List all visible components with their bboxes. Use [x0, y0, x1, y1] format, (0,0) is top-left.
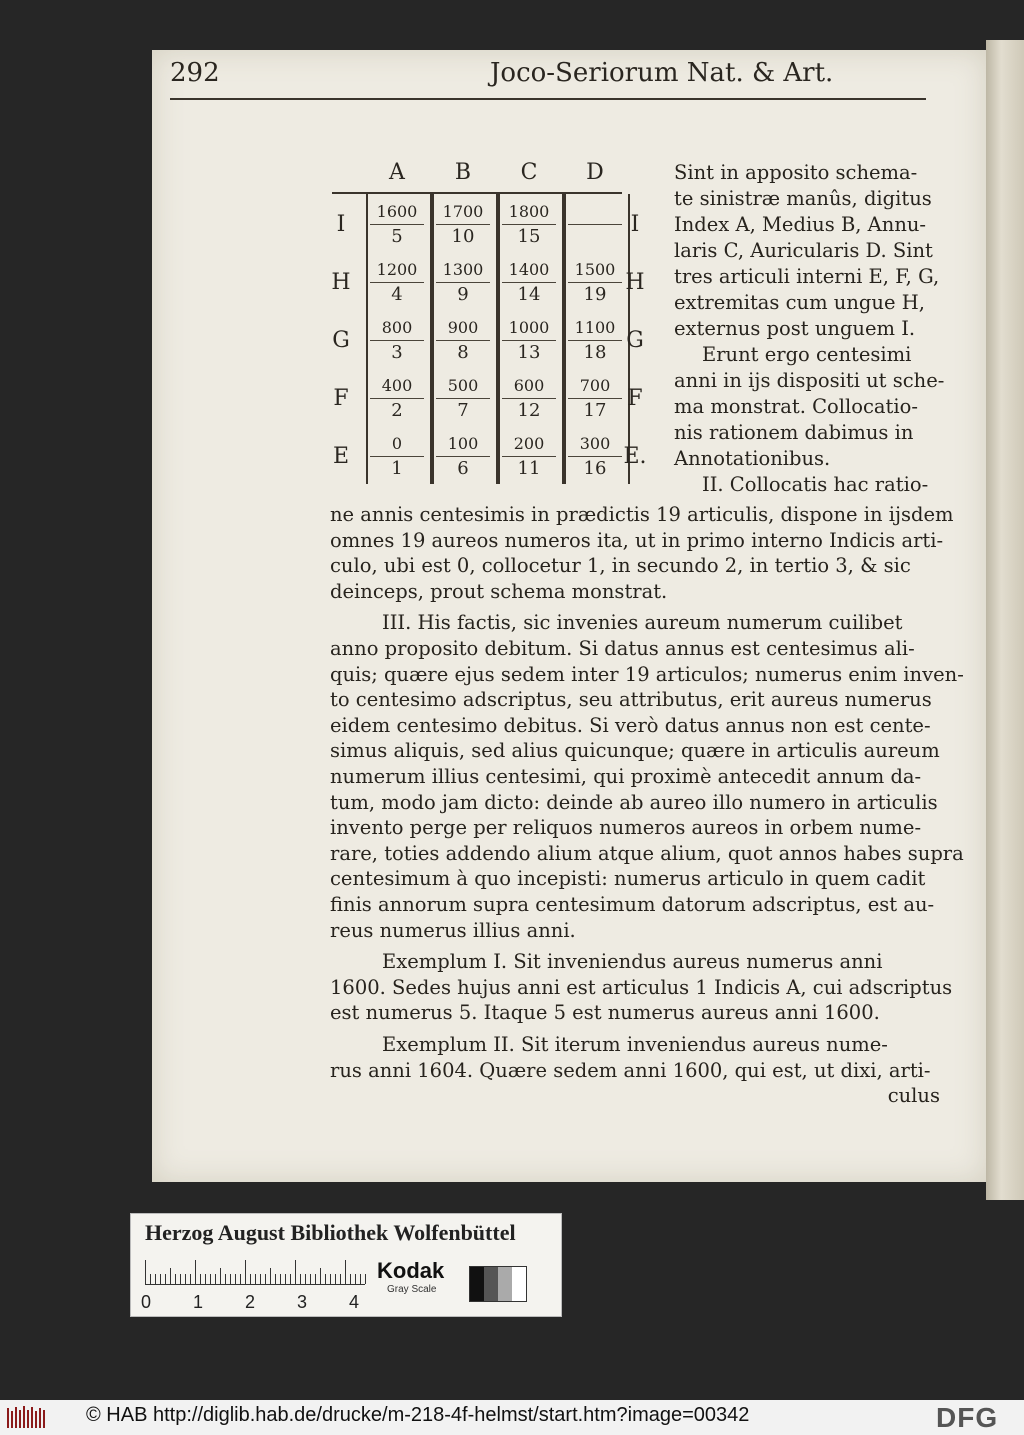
golden-number: 7: [457, 400, 469, 421]
text-line: anno proposito debitum. Si datus annus est centesimus ali-: [330, 637, 915, 660]
centesimal-year: 800: [370, 316, 424, 341]
text-line: invento perge per reliquos numeros aureos in orbem nume-: [330, 816, 922, 840]
joint-row-label: E.: [623, 444, 647, 469]
ruler-tick: [300, 1274, 301, 1284]
golden-number: 15: [517, 226, 541, 247]
ruler-tick: [165, 1274, 166, 1284]
text-line: Erunt ergo centesimi: [702, 343, 912, 366]
ruler-tick: [315, 1274, 316, 1284]
ruler-tick: [210, 1274, 211, 1284]
gray-swatch: [512, 1267, 526, 1301]
text-line: Sint in apposito schema-: [674, 161, 918, 184]
text-line: anni in ijs dispositi ut sche-: [674, 369, 945, 392]
body-text: [330, 160, 964, 1108]
text-line: extremitas cum ungue H,: [674, 291, 925, 314]
ruler-tick: [320, 1268, 321, 1284]
finger-column-label: A: [389, 160, 405, 185]
text-line: rus anni 1604. Quære sedem anni 1600, qui est, ut dixi, arti-: [330, 1058, 931, 1082]
ruler-tick: [290, 1274, 291, 1284]
golden-number: 6: [457, 458, 469, 479]
golden-number: 4: [391, 284, 403, 305]
centesimal-year: 1200: [370, 258, 424, 283]
joint-row-label: F: [627, 386, 643, 411]
scale-ruler: [145, 1260, 365, 1285]
text-line: est numerus 5. Itaque 5 est numerus aureus anni 1600.: [330, 1001, 880, 1025]
ruler-tick: [270, 1268, 271, 1284]
finger-column-label: D: [586, 160, 604, 185]
golden-number: 19: [583, 284, 607, 305]
running-head: [170, 58, 926, 98]
finger-column-label: C: [520, 160, 538, 185]
text-line: te sinistræ manûs, digitus: [674, 187, 932, 210]
gray-swatch: [470, 1267, 484, 1301]
ruler-tick: [180, 1274, 181, 1284]
text-line: nis rationem dabimus in: [674, 421, 914, 444]
golden-number: 3: [391, 342, 403, 363]
golden-number: 13: [517, 342, 541, 363]
ruler-tick: [305, 1274, 306, 1284]
ruler-tick: [200, 1274, 201, 1284]
library-name: Herzog August Bibliothek Wolfenbüttel: [145, 1220, 516, 1245]
ruler-tick: [170, 1268, 171, 1284]
centesimal-year: 300: [568, 432, 622, 457]
text-line: omnes 19 aureos numeros ita, ut in primo interno Indicis arti-: [330, 528, 944, 552]
centesimal-year: 1500: [568, 258, 622, 283]
head-rule: [170, 98, 926, 100]
centesimal-year: 600: [502, 374, 556, 399]
permalink-link[interactable]: © HAB http://diglib.hab.de/drucke/m-218-4f-helmst/start.htm?image=00342: [86, 1404, 750, 1426]
text-line: tres articuli interni E, F, G,: [674, 265, 940, 288]
text-line: III. His factis, sic invenies aureum numerum cuilibet: [382, 611, 903, 635]
joint-row-label: F: [333, 386, 349, 411]
centesimal-year: 700: [568, 374, 622, 399]
gray-swatch: [498, 1267, 512, 1301]
joint-row-label: I: [336, 212, 346, 237]
ruler-tick: [145, 1260, 146, 1284]
golden-number: 17: [583, 400, 607, 421]
text-line: Exemplum I. Sit inveniendus aureus numerus anni: [382, 950, 883, 974]
ruler-tick: [265, 1274, 266, 1284]
ruler-tick: [230, 1274, 231, 1284]
ruler-tick: [255, 1274, 256, 1284]
viewer-footer: [0, 1400, 1024, 1435]
ruler-tick: [150, 1274, 151, 1284]
centesimal-year: 1000: [502, 316, 556, 341]
text-line: laris C, Auricularis D. Sint: [674, 239, 933, 262]
centesimal-year: 1300: [436, 258, 490, 283]
centesimal-year: 1700: [436, 200, 490, 225]
text-line: deinceps, prout schema monstrat.: [330, 579, 668, 603]
ruler-tick: [280, 1274, 281, 1284]
text-line: finis annorum supra centesimum datorum adscriptus, est au-: [330, 893, 935, 916]
ruler-tick: [355, 1274, 356, 1284]
text-line: rare, toties addendo alium atque alium, quot annos habes supra: [330, 841, 964, 865]
centesimal-year: 900: [436, 316, 490, 341]
kodak-logo: Kodak: [377, 1258, 445, 1283]
centesimal-year: 400: [370, 374, 424, 399]
centesimal-year: 500: [436, 374, 490, 399]
ruler-tick: [325, 1274, 326, 1284]
ruler-tick: [185, 1274, 186, 1284]
color-calibration-bar: [130, 1213, 562, 1317]
text-line: ma monstrat. Collocatio-: [674, 395, 918, 418]
ruler-tick: [215, 1274, 216, 1284]
ruler-tick: [360, 1274, 361, 1284]
golden-number: 16: [583, 458, 607, 479]
ruler-tick: [160, 1274, 161, 1284]
ruler-tick: [345, 1260, 346, 1284]
golden-number: 11: [517, 458, 541, 479]
ruler-tick: [340, 1274, 341, 1284]
ruler-tick: [175, 1274, 176, 1284]
joint-row-label: I: [630, 212, 640, 237]
ruler-tick: [245, 1260, 246, 1284]
ruler-tick: [250, 1274, 251, 1284]
golden-number: 9: [457, 284, 469, 305]
joint-row-label: G: [332, 328, 350, 353]
gray-scale-label: Gray Scale: [387, 1284, 437, 1295]
text-line: reus numerus illius anni.: [330, 918, 576, 942]
text-line: culo, ubi est 0, collocetur 1, in secundo 2, in tertio 3, & sic: [330, 554, 911, 578]
text-line: centesimum à quo incepisti: numerus articulo in quem cadit: [330, 867, 926, 891]
golden-number: 12: [517, 400, 541, 421]
ruler-tick: [225, 1274, 226, 1284]
joint-row-label: G: [626, 328, 644, 353]
scale-number: 3: [297, 1292, 308, 1312]
ruler-tick: [220, 1268, 221, 1284]
text-line: externus post unguem I.: [674, 317, 916, 340]
ruler-tick: [350, 1274, 351, 1284]
golden-number: 1: [391, 458, 403, 479]
scale-number: 2: [245, 1292, 256, 1312]
ruler-tick: [205, 1274, 206, 1284]
text-line: 1600. Sedes hujus anni est articulus 1 Indicis A, cui adscriptus: [330, 975, 953, 999]
page-number: 292: [170, 58, 220, 88]
hab-logo-icon: [6, 1405, 48, 1431]
scale-number: 1: [193, 1292, 204, 1312]
centesimal-year: 200: [502, 432, 556, 457]
centesimal-year: 100: [436, 432, 490, 457]
golden-number: 10: [451, 226, 475, 247]
text-line: simus aliquis, sed alius quicunque; quære in articulis aureum: [330, 739, 940, 763]
ruler-tick: [285, 1274, 286, 1284]
ruler-tick: [260, 1274, 261, 1284]
text-line: Exemplum II. Sit iterum inveniendus aureus nume-: [382, 1033, 888, 1056]
ruler-tick: [190, 1274, 191, 1284]
ruler-tick: [335, 1274, 336, 1284]
ruler-tick: [235, 1274, 236, 1284]
finger-column-label: B: [454, 160, 472, 185]
golden-number: 14: [517, 284, 541, 305]
joint-row-label: E: [332, 444, 350, 469]
ruler-tick: [155, 1274, 156, 1284]
golden-number: 18: [583, 342, 607, 363]
running-title: Joco-Seriorum Nat. & Art.: [490, 58, 834, 88]
ruler-tick: [365, 1274, 366, 1284]
ruler-tick: [240, 1274, 241, 1284]
text-line: numerum illius centesimi, qui proximè antecedit annum da-: [330, 765, 922, 788]
golden-number: 8: [457, 342, 469, 363]
ruler-tick: [275, 1274, 276, 1284]
centesimal-year: 1400: [502, 258, 556, 283]
centesimal-year: 1100: [568, 316, 622, 341]
text-line: II. Collocatis hac ratio-: [702, 473, 929, 496]
scale-number: 0: [141, 1292, 152, 1312]
gray-swatch: [484, 1267, 498, 1301]
scale-number: 4: [349, 1292, 360, 1312]
golden-number: 5: [391, 226, 403, 247]
joint-row-label: H: [625, 270, 645, 295]
text-line: quis; quære ejus sedem inter 19 articulos; numerus enim inven-: [330, 662, 964, 686]
text-line: ne annis centesimis in prædictis 19 articulis, dispone in ijsdem: [330, 503, 954, 526]
ruler-tick: [330, 1274, 331, 1284]
joint-row-label: H: [331, 270, 351, 295]
text-line: Annotationibus.: [674, 447, 831, 470]
dfg-logo: DFG: [936, 1402, 999, 1433]
text-line: tum, modo jam dicto: deinde ab aureo illo numero in articulis: [330, 790, 938, 814]
text-line: culus: [887, 1084, 940, 1108]
ruler-tick: [295, 1260, 296, 1284]
text-line: to centesimo adscriptus, seu attributus, erit aureus numerus: [330, 688, 932, 712]
centesimal-year: 1600: [370, 200, 424, 225]
centesimal-year: 1800: [502, 200, 556, 225]
ruler-tick: [310, 1274, 311, 1284]
centesimal-year: 0: [370, 432, 424, 457]
text-line: Index A, Medius B, Annu-: [674, 213, 927, 236]
ruler-tick: [195, 1260, 196, 1284]
gray-swatches: [469, 1266, 527, 1302]
golden-number: 2: [391, 400, 403, 421]
text-line: eidem centesimo debitus. Si verò datus annus non est cente-: [330, 713, 931, 737]
